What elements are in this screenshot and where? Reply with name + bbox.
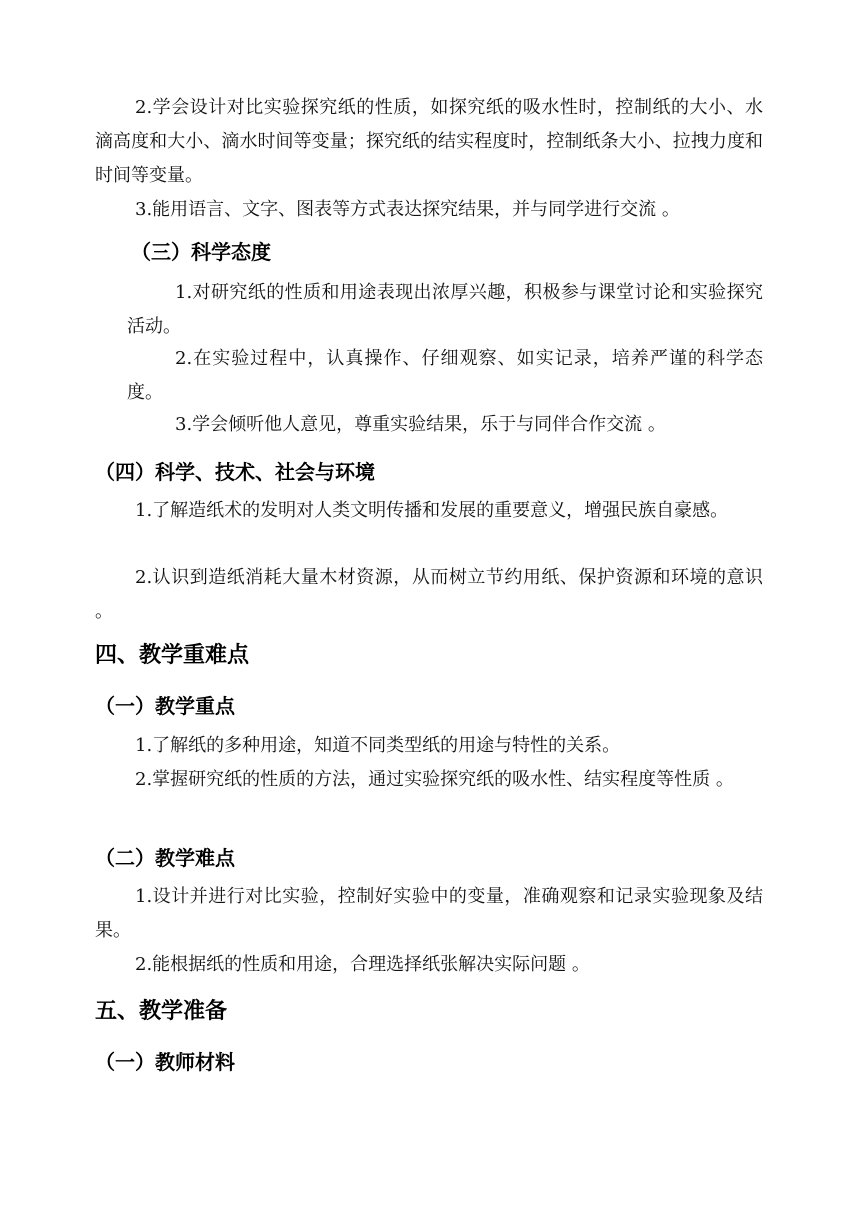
paragraph-inquiry-design: 2.学会设计对比实验探究纸的性质，如探究纸的吸水性时，控制纸的大小、水滴高度和大小、滴水时间等变量；探究纸的结实程度时，控制纸条大小、拉拽力度和时间等变量。 (95, 97, 763, 186)
paragraph-difficult-point-2: 2.能根据纸的性质和用途，合理选择纸张解决实际问题 。 (135, 954, 590, 975)
heading-science-attitude: （三）科学态度 (131, 240, 271, 264)
heading-key-points: （一）教学重点 (95, 694, 235, 718)
paragraph-interest: 1.对研究纸的性质和用途表现出浓厚兴趣，积极参与课堂讨论和实验探究活动。 (127, 282, 763, 337)
paragraph-key-point-2: 2.掌握研究纸的性质的方法，通过实验探究纸的吸水性、结实程度等性质 。 (135, 769, 734, 790)
heading-teaching-preparation: 五、教学准备 (95, 999, 228, 1024)
paragraph-papermaking-significance: 1.了解造纸术的发明对人类文明传播和发展的重要意义，增强民族自豪感。 (135, 500, 729, 521)
heading-difficult-points: （二）教学难点 (95, 846, 235, 870)
paragraph-save-paper: 2.认识到造纸消耗大量木材资源，从而树立节约用纸、保护资源和环境的意识 。 (95, 567, 763, 622)
paragraph-rigorous: 2.在实验过程中，认真操作、仔细观察、如实记录，培养严谨的科学态度。 (127, 348, 763, 403)
heading-key-difficult-points: 四、教学重难点 (95, 643, 250, 668)
paragraph-express-results: 3.能用语言、文字、图表等方式表达探究结果，并与同学进行交流 。 (135, 199, 680, 220)
paragraph-key-point-1: 1.了解纸的多种用途，知道不同类型纸的用途与特性的关系。 (135, 735, 621, 756)
heading-teacher-materials: （一）教师材料 (95, 1050, 235, 1074)
heading-sts: （四）科学、技术、社会与环境 (95, 460, 375, 484)
paragraph-cooperation: 3.学会倾听他人意见，尊重实验结果，乐于与同伴合作交流 。 (175, 414, 666, 435)
paragraph-difficult-point-1: 1.设计并进行对比实验，控制好实验中的变量，准确观察和记录实验现象及结果。 (95, 886, 763, 941)
